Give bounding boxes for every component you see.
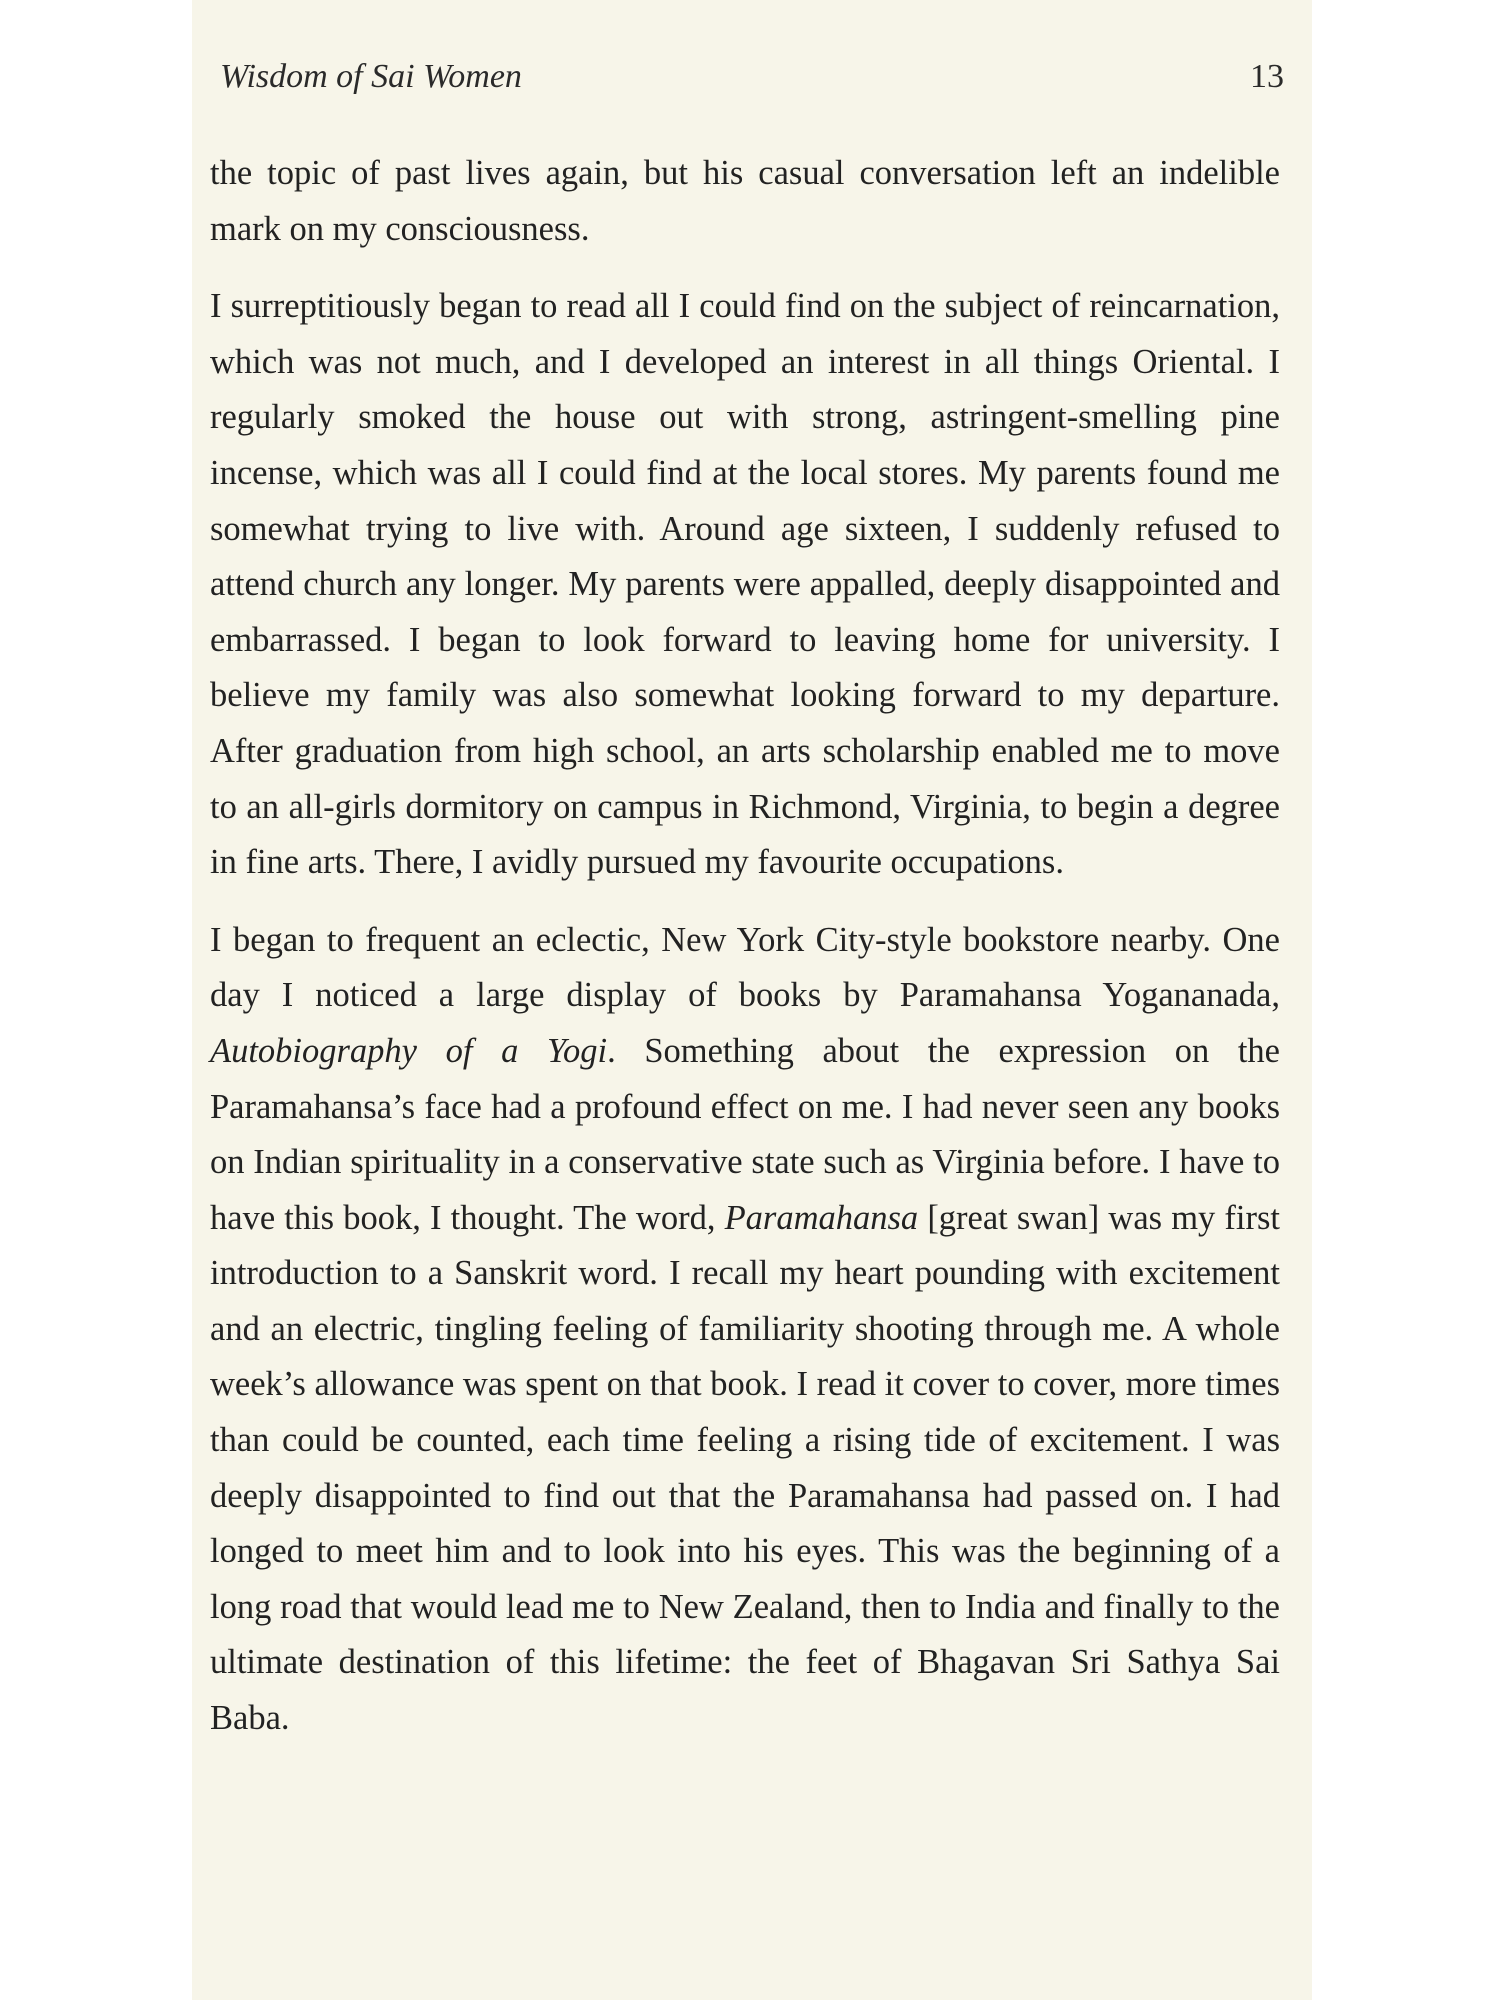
book-title: Wisdom of Sai Women xyxy=(220,58,522,95)
body-text xyxy=(210,146,1280,1747)
paragraph-1 xyxy=(210,146,1280,257)
paragraph-text: the topic of past lives again, but his casual conversation left an indelible mark on my consciousness. xyxy=(210,154,1280,248)
running-head xyxy=(220,58,1284,114)
paragraph-text: I began to frequent an eclectic, New York City-style bookstore nearby. One day I noticed a large display of books by Paramahansa Yogananada, xyxy=(210,920,1280,1015)
book-title-reference: Autobiography of a Yogi xyxy=(210,1031,608,1070)
page-number: 13 xyxy=(1250,58,1284,95)
sanskrit-term: Paramahansa xyxy=(724,1198,919,1237)
paragraph-text: I surreptitiously began to read all I could find on the subject of reincarnation, which was not much, and I developed an interest in all things Oriental. I regularly smoked the house out with strong, astringent-smelling pine incense, which was all I could find at the local stores. My parents found me somewhat trying to live with. Around age sixteen, I suddenly refused to attend church any longer. My parents were appalled, deeply disappointed and embarrassed. I began to look forward to leaving home for university. I believe my family was also somewhat looking forward to my departure. After graduation from high school, an arts scholarship enabled me to move to an all-girls dormitory on campus in Richmond, Virginia, to begin a degree in fine arts. There, I avidly pursued my favourite occupations. xyxy=(210,287,1280,882)
paragraph-2 xyxy=(210,279,1280,891)
paragraph-text: . Something about the expression on the Paramahansa’s face had a profound effect on me. I had never seen any books on Indian spirituality in a conservative state such as Virginia before. I have to have this book, I thought. The word, xyxy=(210,1031,1280,1237)
book-page xyxy=(192,0,1312,2000)
paragraph-3 xyxy=(210,913,1280,1747)
paragraph-text: [great swan] was my first introduction to a Sanskrit word. I recall my heart pounding with excitement and an electric, tingling feeling of familiarity shooting through me. A whole week’s allowance was spent on that book. I read it cover to cover, more times than could be counted, each time feeling a rising tide of excitement. I was deeply disappointed to find out that the Paramahansa had passed on. I had longed to meet him and to look into his eyes. This was the beginning of a long road that would lead me to New Zealand, then to India and finally to the ultimate destination of this lifetime: the feet of Bhagavan Sri Sathya Sai Baba. xyxy=(210,1198,1280,1738)
